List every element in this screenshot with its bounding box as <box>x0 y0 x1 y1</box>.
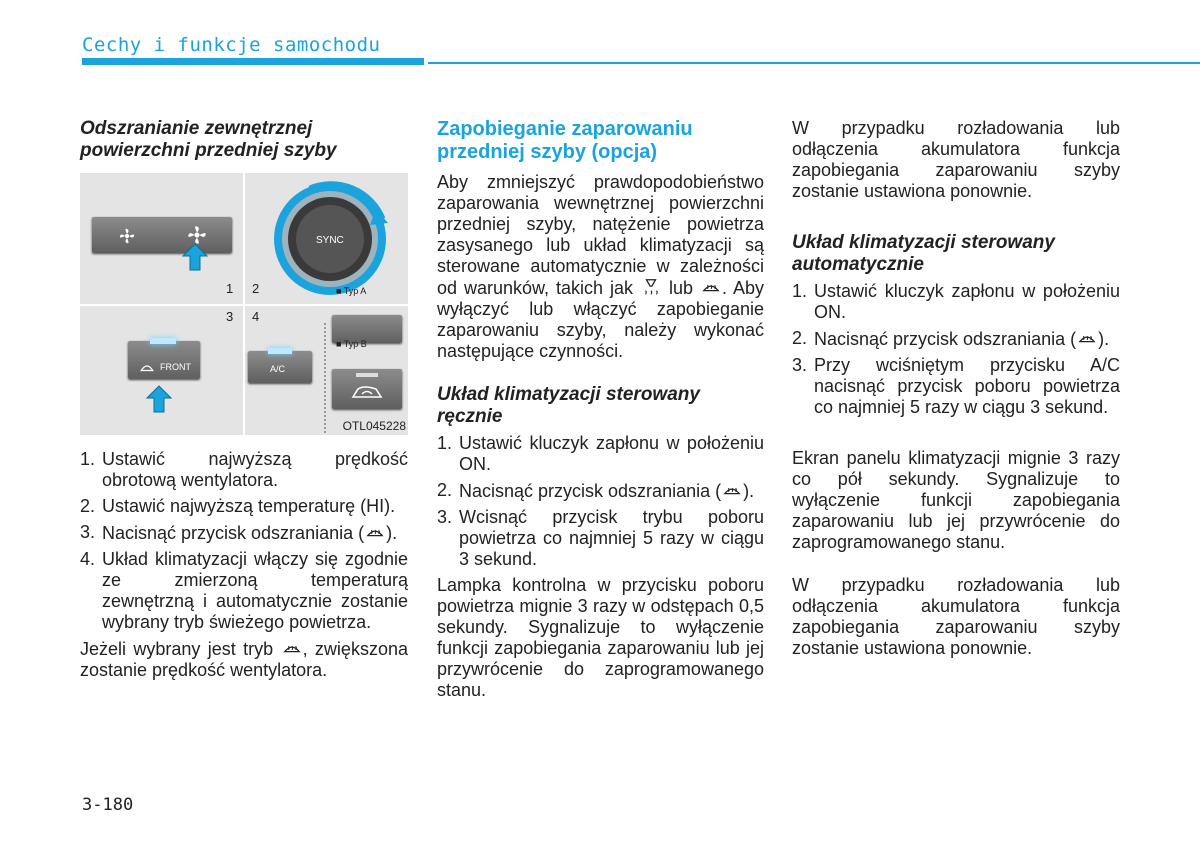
battery-reset-note-repeat: W przypadku rozładowania lub odłączenia akumulatora funkcja zapobiegania zaparowaniu szyby zostanie ustawiona ponownie. <box>792 575 1120 658</box>
section-heading-manual: Układ klimatyzacji sterowany ręcznie <box>437 384 700 427</box>
recirculation-icon <box>350 381 384 401</box>
column-middle <box>437 118 764 701</box>
defrost-icon <box>281 638 303 658</box>
sync-label: SYNC <box>316 235 344 246</box>
list-item: 1. Ustawić najwyższą prędkość obrotową wentylatora. <box>80 449 408 490</box>
column-right <box>792 118 1120 659</box>
automatic-steps <box>792 281 1120 418</box>
manual-steps <box>437 433 764 570</box>
battery-reset-note: W przypadku rozładowania lub odłączenia akumulatora funkcja zapobiegania zaparowaniu szyby zostanie ustawiona ponownie. <box>792 118 1120 201</box>
header-title: Cechy i funkcje samochodu <box>82 34 381 56</box>
section-heading-defog: Zapobieganie zaparowaniu przedniej szyby (opcja) <box>437 118 693 163</box>
defrost-icon <box>700 277 722 297</box>
front-defrost-button <box>128 341 200 379</box>
divider <box>324 323 328 433</box>
list-item: 1. Ustawić kluczyk zapłonu w położeniu ON. <box>437 433 764 474</box>
recirculation-button <box>332 369 402 409</box>
defrost-icon <box>1076 328 1098 348</box>
section-heading-automatic: Układ klimatyzacji sterowany automatycznie <box>792 232 1055 275</box>
defrost-icon <box>138 359 156 373</box>
page-number: 3-180 <box>82 795 134 815</box>
list-item: 3. Przy wciśniętym przycisku A/C nacisnąć przycisk poboru powietrza co najmniej 5 razy w ciągu 3 sekund. <box>792 355 1120 417</box>
indicator-light <box>150 338 176 344</box>
arrow-up-icon <box>182 243 208 271</box>
list-item: 1. Ustawić kluczyk zapłonu w położeniu ON. <box>792 281 1120 322</box>
figure-label-2: 2 <box>252 281 260 296</box>
figure-label-1: 1 <box>226 281 234 296</box>
front-label: FRONT <box>160 362 191 372</box>
defrost-icon <box>364 522 386 542</box>
defrost-fan-note: Jeżeli wybrany jest tryb , zwiększona zostanie prędkość wentylatora. <box>80 639 408 680</box>
type-a-label: ■ Typ A <box>336 286 367 296</box>
figure-divider-horizontal <box>80 304 408 306</box>
automatic-display-para: Ekran panelu klimatyzacji mignie 3 razy co pół sekundy. Sygnalizuje to wyłączenie funkcji zapobiegania zaparowaniu lub jej przywrócenie do zaprogramowanego stanu. <box>792 448 1120 552</box>
exterior-defrost-steps <box>80 449 408 633</box>
header-rule <box>428 62 1200 64</box>
fan-button-panel <box>92 217 232 253</box>
fan-low-icon <box>118 227 136 245</box>
indicator-light <box>356 373 378 377</box>
defog-intro: Aby zmniejszyć prawdopodobieństwo zaparowania wewnętrznej powierzchni przedniej szyby, natężenie powietrza zasysanego lub układ klimatyzacji są sterowane automatycznie w zależności od warunków, takich jak lub . Aby wyłączyć lub włączyć zapobieganie zaparowaniu szyby, należy wykonać następujące czynności. <box>437 172 764 361</box>
list-item: 3. Nacisnąć przycisk odszraniania ( ). <box>80 522 398 543</box>
ac-label: A/C <box>270 364 286 374</box>
list-item: 2. Ustawić najwyższą temperaturę (HI). <box>80 496 396 516</box>
column-left <box>80 118 408 681</box>
header-bar <box>82 58 424 65</box>
list-item: 3. Wcisnąć przycisk trybu poboru powietrza co najmniej 5 razy w ciągu 3 sekund. <box>437 507 764 569</box>
section-heading-exterior-defrost: Odszranianie zewnętrznej powierzchni przedniej szyby <box>80 118 337 161</box>
indicator-light <box>268 348 292 354</box>
manual-indicator-para: Lampka kontrolna w przycisku poboru powietrza mignie 3 razy w odstępach 0,5 sekundy. Sygnalizuje to wyłączenie funkcji zapobiegania zaparowaniu lub jej przywrócenie do zaprogramowanego stanu. <box>437 575 764 700</box>
list-item: 2. Nacisnąć przycisk odszraniania ( ). <box>437 480 755 501</box>
figure-label-4: 4 <box>252 309 260 324</box>
figure-code: OTL045228 <box>342 419 406 433</box>
list-item: 2. Nacisnąć przycisk odszraniania ( ). <box>792 328 1110 349</box>
defrost-icon <box>721 480 743 500</box>
figure-label-3: 3 <box>226 309 234 324</box>
list-item: 4. Układ klimatyzacji włączy się zgodnie ze zmierzoną temperaturą zewnętrzną i automatycznie zostanie wybrany tryb świeżego powietrza. <box>80 549 408 632</box>
arrow-up-icon <box>146 385 172 413</box>
control-panel-figure <box>80 173 408 435</box>
ac-button <box>248 351 312 383</box>
windshield-icon <box>640 277 662 297</box>
type-b-label: ■ Typ B <box>336 339 367 349</box>
